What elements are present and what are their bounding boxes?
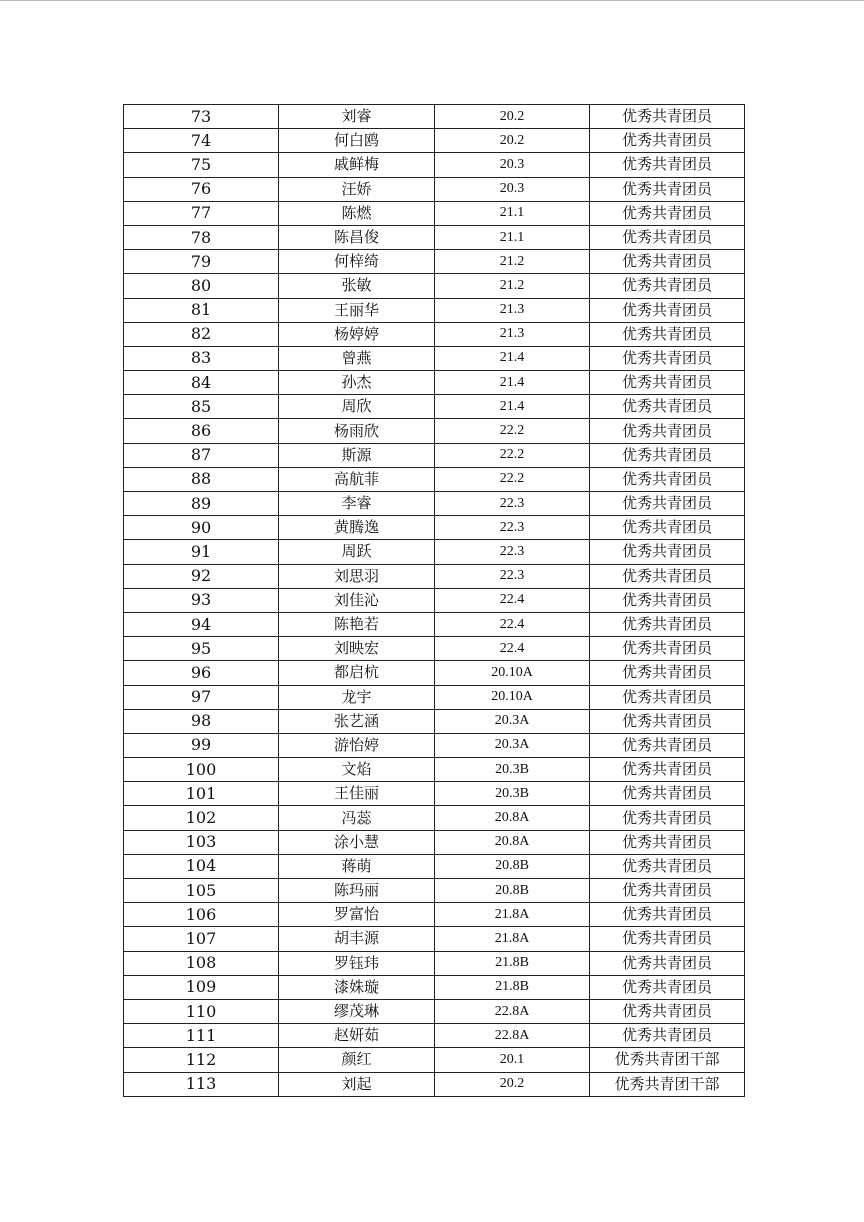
cell-award: 优秀共青团员	[590, 298, 745, 322]
cell-award: 优秀共青团员	[590, 758, 745, 782]
cell-award: 优秀共青团员	[590, 927, 745, 951]
cell-number: 75	[124, 153, 279, 177]
cell-class: 20.8A	[435, 830, 590, 854]
cell-award: 优秀共青团员	[590, 346, 745, 370]
cell-class: 22.3	[435, 516, 590, 540]
cell-class: 21.2	[435, 274, 590, 298]
cell-number: 80	[124, 274, 279, 298]
cell-name: 斯源	[279, 443, 435, 467]
cell-number: 89	[124, 492, 279, 516]
table-row	[124, 298, 745, 322]
cell-award: 优秀共青团员	[590, 467, 745, 491]
cell-class: 21.8B	[435, 975, 590, 999]
cell-number: 100	[124, 758, 279, 782]
cell-number: 90	[124, 516, 279, 540]
cell-number: 86	[124, 419, 279, 443]
table-row	[124, 1072, 745, 1096]
table-row	[124, 709, 745, 733]
cell-class: 20.1	[435, 1048, 590, 1072]
cell-name: 李睿	[279, 492, 435, 516]
cell-award: 优秀共青团员	[590, 105, 745, 129]
cell-class: 21.4	[435, 371, 590, 395]
cell-number: 84	[124, 371, 279, 395]
cell-award: 优秀共青团员	[590, 492, 745, 516]
cell-class: 20.8A	[435, 806, 590, 830]
cell-class: 22.2	[435, 443, 590, 467]
cell-award: 优秀共青团员	[590, 830, 745, 854]
cell-number: 98	[124, 709, 279, 733]
table-row	[124, 419, 745, 443]
cell-name: 王佳丽	[279, 782, 435, 806]
cell-name: 蒋萌	[279, 854, 435, 878]
cell-award: 优秀共青团员	[590, 153, 745, 177]
table-row	[124, 105, 745, 129]
table-row	[124, 879, 745, 903]
table-row	[124, 322, 745, 346]
cell-number: 99	[124, 733, 279, 757]
cell-class: 22.2	[435, 419, 590, 443]
table-row	[124, 637, 745, 661]
cell-name: 黄腾逸	[279, 516, 435, 540]
table-row	[124, 201, 745, 225]
cell-number: 93	[124, 588, 279, 612]
cell-number: 83	[124, 346, 279, 370]
cell-name: 汪娇	[279, 177, 435, 201]
cell-award: 优秀共青团员	[590, 637, 745, 661]
cell-award: 优秀共青团员	[590, 903, 745, 927]
cell-name: 张敏	[279, 274, 435, 298]
cell-name: 王丽华	[279, 298, 435, 322]
table-row	[124, 1024, 745, 1048]
cell-award: 优秀共青团员	[590, 661, 745, 685]
cell-class: 20.2	[435, 105, 590, 129]
cell-number: 87	[124, 443, 279, 467]
table-row	[124, 854, 745, 878]
cell-number: 104	[124, 854, 279, 878]
cell-award: 优秀共青团员	[590, 806, 745, 830]
cell-award: 优秀共青团员	[590, 201, 745, 225]
cell-award: 优秀共青团员	[590, 419, 745, 443]
cell-name: 刘思羽	[279, 564, 435, 588]
cell-class: 22.4	[435, 588, 590, 612]
cell-class: 20.3A	[435, 709, 590, 733]
cell-name: 周跃	[279, 540, 435, 564]
cell-number: 101	[124, 782, 279, 806]
cell-name: 都启杭	[279, 661, 435, 685]
cell-class: 21.8A	[435, 903, 590, 927]
table-row	[124, 1048, 745, 1072]
cell-number: 74	[124, 129, 279, 153]
cell-number: 77	[124, 201, 279, 225]
cell-name: 何白鸥	[279, 129, 435, 153]
cell-class: 21.8B	[435, 951, 590, 975]
cell-award: 优秀共青团员	[590, 443, 745, 467]
cell-name: 龙宇	[279, 685, 435, 709]
cell-name: 陈燃	[279, 201, 435, 225]
table-row	[124, 395, 745, 419]
table-row	[124, 274, 745, 298]
cell-name: 陈艳若	[279, 612, 435, 636]
table-body	[124, 105, 745, 1097]
cell-class: 21.2	[435, 250, 590, 274]
cell-class: 20.3A	[435, 733, 590, 757]
cell-name: 陈昌俊	[279, 225, 435, 249]
cell-class: 21.3	[435, 322, 590, 346]
cell-number: 91	[124, 540, 279, 564]
cell-award: 优秀共青团员	[590, 322, 745, 346]
cell-award: 优秀共青团员	[590, 975, 745, 999]
cell-name: 张艺涵	[279, 709, 435, 733]
cell-name: 涂小慧	[279, 830, 435, 854]
table-row	[124, 975, 745, 999]
table-row	[124, 999, 745, 1023]
cell-class: 22.3	[435, 492, 590, 516]
cell-class: 20.8B	[435, 854, 590, 878]
table-row	[124, 564, 745, 588]
cell-class: 21.1	[435, 225, 590, 249]
cell-number: 110	[124, 999, 279, 1023]
cell-award: 优秀共青团员	[590, 733, 745, 757]
table-row	[124, 467, 745, 491]
cell-number: 92	[124, 564, 279, 588]
table-row	[124, 782, 745, 806]
cell-class: 21.4	[435, 395, 590, 419]
cell-name: 刘起	[279, 1072, 435, 1096]
cell-name: 刘睿	[279, 105, 435, 129]
cell-name: 漆姝璇	[279, 975, 435, 999]
cell-award: 优秀共青团干部	[590, 1072, 745, 1096]
cell-number: 81	[124, 298, 279, 322]
cell-name: 孙杰	[279, 371, 435, 395]
cell-number: 95	[124, 637, 279, 661]
cell-class: 22.4	[435, 612, 590, 636]
cell-class: 20.10A	[435, 661, 590, 685]
cell-name: 陈玛丽	[279, 879, 435, 903]
cell-award: 优秀共青团员	[590, 1024, 745, 1048]
cell-class: 22.2	[435, 467, 590, 491]
cell-class: 22.4	[435, 637, 590, 661]
table-row	[124, 733, 745, 757]
cell-award: 优秀共青团员	[590, 999, 745, 1023]
cell-number: 111	[124, 1024, 279, 1048]
cell-name: 缪茂琳	[279, 999, 435, 1023]
cell-number: 113	[124, 1072, 279, 1096]
cell-class: 22.8A	[435, 1024, 590, 1048]
table-row	[124, 346, 745, 370]
cell-name: 文焰	[279, 758, 435, 782]
cell-award: 优秀共青团员	[590, 250, 745, 274]
cell-award: 优秀共青团员	[590, 395, 745, 419]
table-row	[124, 903, 745, 927]
cell-name: 曾燕	[279, 346, 435, 370]
cell-award: 优秀共青团员	[590, 685, 745, 709]
page-top-border	[0, 0, 864, 1]
cell-class: 21.4	[435, 346, 590, 370]
table-row	[124, 927, 745, 951]
cell-class: 20.3	[435, 177, 590, 201]
cell-name: 胡丰源	[279, 927, 435, 951]
table-row	[124, 830, 745, 854]
cell-number: 94	[124, 612, 279, 636]
cell-class: 20.8B	[435, 879, 590, 903]
table-row	[124, 951, 745, 975]
cell-number: 73	[124, 105, 279, 129]
cell-name: 游怡婷	[279, 733, 435, 757]
table-row	[124, 129, 745, 153]
cell-class: 22.3	[435, 540, 590, 564]
cell-award: 优秀共青团员	[590, 564, 745, 588]
cell-award: 优秀共青团员	[590, 225, 745, 249]
cell-number: 79	[124, 250, 279, 274]
cell-class: 22.3	[435, 564, 590, 588]
cell-name: 刘佳沁	[279, 588, 435, 612]
cell-name: 罗富怡	[279, 903, 435, 927]
cell-number: 107	[124, 927, 279, 951]
cell-award: 优秀共青团干部	[590, 1048, 745, 1072]
cell-award: 优秀共青团员	[590, 951, 745, 975]
cell-award: 优秀共青团员	[590, 177, 745, 201]
table-row	[124, 225, 745, 249]
table-row	[124, 588, 745, 612]
cell-class: 20.3	[435, 153, 590, 177]
cell-name: 杨婷婷	[279, 322, 435, 346]
cell-number: 109	[124, 975, 279, 999]
cell-name: 冯蕊	[279, 806, 435, 830]
table-row	[124, 443, 745, 467]
cell-number: 96	[124, 661, 279, 685]
cell-award: 优秀共青团员	[590, 782, 745, 806]
cell-award: 优秀共青团员	[590, 612, 745, 636]
cell-award: 优秀共青团员	[590, 588, 745, 612]
cell-award: 优秀共青团员	[590, 854, 745, 878]
table-row	[124, 685, 745, 709]
cell-class: 21.1	[435, 201, 590, 225]
cell-name: 杨雨欣	[279, 419, 435, 443]
cell-award: 优秀共青团员	[590, 129, 745, 153]
cell-name: 戚鲜梅	[279, 153, 435, 177]
table-row	[124, 177, 745, 201]
cell-name: 刘映宏	[279, 637, 435, 661]
cell-award: 优秀共青团员	[590, 709, 745, 733]
cell-number: 97	[124, 685, 279, 709]
cell-award: 优秀共青团员	[590, 371, 745, 395]
cell-award: 优秀共青团员	[590, 879, 745, 903]
cell-class: 20.3B	[435, 758, 590, 782]
table-row	[124, 492, 745, 516]
cell-name: 何梓绮	[279, 250, 435, 274]
cell-class: 22.8A	[435, 999, 590, 1023]
cell-class: 20.3B	[435, 782, 590, 806]
table-row	[124, 540, 745, 564]
cell-class: 20.10A	[435, 685, 590, 709]
cell-number: 88	[124, 467, 279, 491]
cell-number: 103	[124, 830, 279, 854]
cell-class: 20.2	[435, 129, 590, 153]
cell-class: 21.3	[435, 298, 590, 322]
table-row	[124, 250, 745, 274]
cell-name: 颜红	[279, 1048, 435, 1072]
cell-number: 112	[124, 1048, 279, 1072]
table-row	[124, 371, 745, 395]
cell-class: 21.8A	[435, 927, 590, 951]
cell-number: 78	[124, 225, 279, 249]
cell-number: 85	[124, 395, 279, 419]
table-row	[124, 806, 745, 830]
cell-number: 106	[124, 903, 279, 927]
table-row	[124, 612, 745, 636]
cell-award: 优秀共青团员	[590, 516, 745, 540]
cell-class: 20.2	[435, 1072, 590, 1096]
cell-name: 罗钰玮	[279, 951, 435, 975]
award-list-table	[123, 104, 745, 1097]
cell-name: 高航菲	[279, 467, 435, 491]
table-row	[124, 661, 745, 685]
table-row	[124, 516, 745, 540]
cell-name: 赵妍茹	[279, 1024, 435, 1048]
cell-number: 102	[124, 806, 279, 830]
cell-number: 76	[124, 177, 279, 201]
cell-award: 优秀共青团员	[590, 274, 745, 298]
cell-award: 优秀共青团员	[590, 540, 745, 564]
cell-name: 周欣	[279, 395, 435, 419]
cell-number: 108	[124, 951, 279, 975]
cell-number: 105	[124, 879, 279, 903]
cell-number: 82	[124, 322, 279, 346]
table-row	[124, 758, 745, 782]
table-row	[124, 153, 745, 177]
